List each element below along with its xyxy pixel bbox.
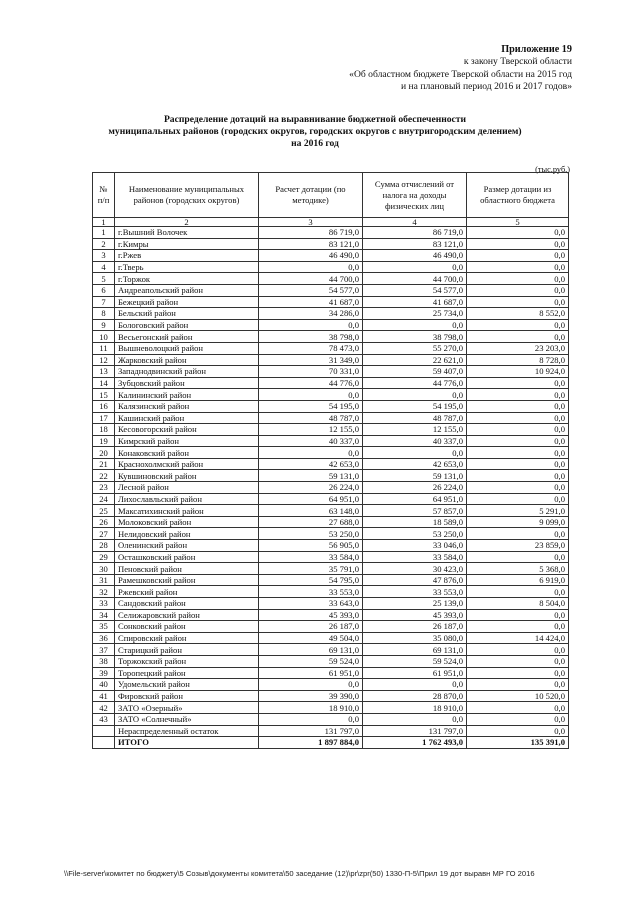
table-row <box>93 366 569 378</box>
header-size: Размер дотации из областного бюджета <box>467 173 569 218</box>
row-number: 22 <box>93 470 115 482</box>
row-calc: 35 791,0 <box>259 563 363 575</box>
row-deduct: 18 910,0 <box>363 702 467 714</box>
row-name: Спировский район <box>115 632 259 644</box>
header-calc: Расчет дотации (по методике) <box>259 173 363 218</box>
row-name: Сандовский район <box>115 598 259 610</box>
row-size: 6 919,0 <box>467 574 569 586</box>
table-row <box>93 563 569 575</box>
row-number: 42 <box>93 702 115 714</box>
row-size: 0,0 <box>467 586 569 598</box>
row-deduct: 0,0 <box>363 713 467 725</box>
row-deduct: 33 553,0 <box>363 586 467 598</box>
row-deduct: 44 776,0 <box>363 377 467 389</box>
row-deduct: 45 393,0 <box>363 609 467 621</box>
row-calc: 83 121,0 <box>259 238 363 250</box>
row-deduct: 0,0 <box>363 261 467 273</box>
table-body <box>93 227 569 737</box>
row-deduct: 0,0 <box>363 389 467 401</box>
row-size: 0,0 <box>467 702 569 714</box>
table-row <box>93 331 569 343</box>
row-number: 33 <box>93 598 115 610</box>
table-row <box>93 296 569 308</box>
row-size: 0,0 <box>467 528 569 540</box>
row-calc: 12 155,0 <box>259 424 363 436</box>
row-calc: 0,0 <box>259 389 363 401</box>
col-number: 5 <box>467 218 569 227</box>
row-name: Сонковский район <box>115 621 259 633</box>
row-deduct: 54 577,0 <box>363 284 467 296</box>
row-calc: 27 688,0 <box>259 516 363 528</box>
row-calc: 44 776,0 <box>259 377 363 389</box>
row-number: 5 <box>93 273 115 285</box>
row-deduct: 44 700,0 <box>363 273 467 285</box>
table-row <box>93 482 569 494</box>
row-name: Пеновский район <box>115 563 259 575</box>
row-calc: 44 700,0 <box>259 273 363 285</box>
row-deduct: 59 131,0 <box>363 470 467 482</box>
row-number: 6 <box>93 284 115 296</box>
row-deduct: 0,0 <box>363 679 467 691</box>
table-row <box>93 238 569 250</box>
row-number: 14 <box>93 377 115 389</box>
title-line: Распределение дотаций на выравнивание бюджетной обеспеченности <box>163 114 467 125</box>
table-row <box>93 250 569 262</box>
row-size: 23 859,0 <box>467 540 569 552</box>
row-number: 3 <box>93 250 115 262</box>
row-number: 24 <box>93 493 115 505</box>
row-calc: 86 719,0 <box>259 227 363 239</box>
row-deduct: 48 787,0 <box>363 412 467 424</box>
row-number: 9 <box>93 319 115 331</box>
row-number: 30 <box>93 563 115 575</box>
total-label: ИТОГО <box>115 737 259 749</box>
row-name: Бологовский район <box>115 319 259 331</box>
table-row <box>93 342 569 354</box>
row-calc: 54 577,0 <box>259 284 363 296</box>
row-calc: 131 797,0 <box>259 725 363 737</box>
table-row <box>93 644 569 656</box>
row-number <box>93 725 115 737</box>
row-calc: 0,0 <box>259 261 363 273</box>
appendix-header <box>349 44 572 94</box>
row-name: Фировский район <box>115 690 259 702</box>
row-deduct: 47 876,0 <box>363 574 467 586</box>
row-name: Бежецкий район <box>115 296 259 308</box>
row-calc: 69 131,0 <box>259 644 363 656</box>
table-row <box>93 273 569 285</box>
table-row <box>93 667 569 679</box>
row-calc: 18 910,0 <box>259 702 363 714</box>
row-calc: 61 951,0 <box>259 667 363 679</box>
row-deduct: 28 870,0 <box>363 690 467 702</box>
table-row <box>93 493 569 505</box>
col-number: 4 <box>363 218 467 227</box>
row-deduct: 40 337,0 <box>363 435 467 447</box>
row-calc: 78 473,0 <box>259 342 363 354</box>
row-size: 0,0 <box>467 331 569 343</box>
header-name: Наименование муниципальных районов (городских округов) <box>115 173 259 218</box>
row-name: Конаковский район <box>115 447 259 459</box>
row-name: Максатихинский район <box>115 505 259 517</box>
table-row <box>93 458 569 470</box>
row-calc: 41 687,0 <box>259 296 363 308</box>
row-number: 8 <box>93 308 115 320</box>
row-name: г.Ржев <box>115 250 259 262</box>
table-row <box>93 505 569 517</box>
row-size: 0,0 <box>467 644 569 656</box>
row-size: 0,0 <box>467 261 569 273</box>
row-size: 0,0 <box>467 389 569 401</box>
row-size: 0,0 <box>467 470 569 482</box>
total-calc: 1 897 884,0 <box>259 737 363 749</box>
row-size: 8 728,0 <box>467 354 569 366</box>
row-number: 20 <box>93 447 115 459</box>
table-row <box>93 702 569 714</box>
row-calc: 64 951,0 <box>259 493 363 505</box>
row-name: Осташковский район <box>115 551 259 563</box>
row-name: г.Торжок <box>115 273 259 285</box>
row-number: 26 <box>93 516 115 528</box>
row-deduct: 25 734,0 <box>363 308 467 320</box>
row-calc: 70 331,0 <box>259 366 363 378</box>
row-size: 23 203,0 <box>467 342 569 354</box>
row-number: 28 <box>93 540 115 552</box>
row-number: 27 <box>93 528 115 540</box>
row-number: 32 <box>93 586 115 598</box>
row-deduct: 41 687,0 <box>363 296 467 308</box>
table-row <box>93 632 569 644</box>
total-deduct: 1 762 493,0 <box>363 737 467 749</box>
row-deduct: 59 407,0 <box>363 366 467 378</box>
table-row <box>93 424 569 436</box>
table-header-row <box>93 173 569 218</box>
appendix-line: «Об областном бюджете Тверской области на 2015 год <box>349 68 572 80</box>
row-deduct: 22 621,0 <box>363 354 467 366</box>
row-number: 31 <box>93 574 115 586</box>
table-row <box>93 609 569 621</box>
row-calc: 39 390,0 <box>259 690 363 702</box>
row-calc: 40 337,0 <box>259 435 363 447</box>
row-size: 0,0 <box>467 377 569 389</box>
row-name: Калязинский район <box>115 400 259 412</box>
row-number: 1 <box>93 227 115 239</box>
row-name: Лихославльский район <box>115 493 259 505</box>
row-size: 8 504,0 <box>467 598 569 610</box>
row-number: 40 <box>93 679 115 691</box>
row-number: 19 <box>93 435 115 447</box>
row-name: Оленинский район <box>115 540 259 552</box>
row-name: Удомельский район <box>115 679 259 691</box>
row-name: Кесовогорский район <box>115 424 259 436</box>
table-row <box>93 400 569 412</box>
row-calc: 0,0 <box>259 679 363 691</box>
row-calc: 0,0 <box>259 447 363 459</box>
row-deduct: 61 951,0 <box>363 667 467 679</box>
row-name: Кимрский район <box>115 435 259 447</box>
row-calc: 26 187,0 <box>259 621 363 633</box>
row-deduct: 83 121,0 <box>363 238 467 250</box>
row-number: 7 <box>93 296 115 308</box>
row-number: 43 <box>93 713 115 725</box>
appendix-heading: Приложение 19 <box>501 44 572 55</box>
row-number: 12 <box>93 354 115 366</box>
row-size: 0,0 <box>467 493 569 505</box>
row-calc: 42 653,0 <box>259 458 363 470</box>
row-deduct: 54 195,0 <box>363 400 467 412</box>
row-size: 0,0 <box>467 609 569 621</box>
row-deduct: 33 584,0 <box>363 551 467 563</box>
row-name: Вышневолоцкий район <box>115 342 259 354</box>
row-calc: 46 490,0 <box>259 250 363 262</box>
row-name: Зубцовский район <box>115 377 259 389</box>
row-size: 14 424,0 <box>467 632 569 644</box>
row-deduct: 131 797,0 <box>363 725 467 737</box>
row-number: 38 <box>93 655 115 667</box>
row-size: 0,0 <box>467 250 569 262</box>
row-calc: 53 250,0 <box>259 528 363 540</box>
row-deduct: 0,0 <box>363 319 467 331</box>
table-row <box>93 690 569 702</box>
row-calc: 45 393,0 <box>259 609 363 621</box>
row-number: 35 <box>93 621 115 633</box>
row-size: 5 368,0 <box>467 563 569 575</box>
row-number: 17 <box>93 412 115 424</box>
header-num: № п/п <box>93 173 115 218</box>
row-size: 9 099,0 <box>467 516 569 528</box>
row-deduct: 38 798,0 <box>363 331 467 343</box>
row-name: Торопецкий район <box>115 667 259 679</box>
row-name: Торжокский район <box>115 655 259 667</box>
table-row <box>93 412 569 424</box>
row-size: 0,0 <box>467 667 569 679</box>
row-calc: 59 524,0 <box>259 655 363 667</box>
row-name: ЗАТО «Солнечный» <box>115 713 259 725</box>
table-row <box>93 470 569 482</box>
row-size: 0,0 <box>467 273 569 285</box>
row-deduct: 69 131,0 <box>363 644 467 656</box>
total-row <box>93 737 569 749</box>
row-name: Андреапольский район <box>115 284 259 296</box>
row-calc: 33 643,0 <box>259 598 363 610</box>
table-row <box>93 725 569 737</box>
row-name: Кувшиновский район <box>115 470 259 482</box>
row-size: 0,0 <box>467 458 569 470</box>
table-row <box>93 354 569 366</box>
row-size: 0,0 <box>467 713 569 725</box>
row-size: 10 520,0 <box>467 690 569 702</box>
row-name: Жарковский район <box>115 354 259 366</box>
row-calc: 54 795,0 <box>259 574 363 586</box>
table-row <box>93 389 569 401</box>
row-number: 41 <box>93 690 115 702</box>
row-name: Селижаровский район <box>115 609 259 621</box>
row-deduct: 64 951,0 <box>363 493 467 505</box>
row-number: 11 <box>93 342 115 354</box>
row-size: 0,0 <box>467 435 569 447</box>
row-size: 0,0 <box>467 400 569 412</box>
row-size: 0,0 <box>467 482 569 494</box>
row-name: Старицкий район <box>115 644 259 656</box>
total-size: 135 391,0 <box>467 737 569 749</box>
units-label: (тыс.руб.) <box>535 165 570 174</box>
appendix-line: к закону Тверской области <box>463 56 572 68</box>
row-deduct: 18 589,0 <box>363 516 467 528</box>
row-deduct: 46 490,0 <box>363 250 467 262</box>
row-deduct: 12 155,0 <box>363 424 467 436</box>
row-number: 36 <box>93 632 115 644</box>
row-name: Ржевский район <box>115 586 259 598</box>
row-name: Весьегонский район <box>115 331 259 343</box>
row-calc: 38 798,0 <box>259 331 363 343</box>
row-number: 34 <box>93 609 115 621</box>
row-calc: 31 349,0 <box>259 354 363 366</box>
row-number: 4 <box>93 261 115 273</box>
row-deduct: 59 524,0 <box>363 655 467 667</box>
row-deduct: 26 224,0 <box>363 482 467 494</box>
table-row <box>93 377 569 389</box>
row-number: 21 <box>93 458 115 470</box>
row-number: 23 <box>93 482 115 494</box>
row-number: 15 <box>93 389 115 401</box>
row-name: Бельский район <box>115 308 259 320</box>
row-calc: 0,0 <box>259 319 363 331</box>
row-name: г.Кимры <box>115 238 259 250</box>
row-size: 0,0 <box>467 679 569 691</box>
row-size: 10 924,0 <box>467 366 569 378</box>
row-number: 39 <box>93 667 115 679</box>
row-name: Западнодвинский район <box>115 366 259 378</box>
row-name: г.Вышний Волочек <box>115 227 259 239</box>
document-title <box>90 114 540 150</box>
row-size: 0,0 <box>467 227 569 239</box>
row-deduct: 25 139,0 <box>363 598 467 610</box>
title-line: на 2016 год <box>291 138 339 149</box>
row-size: 0,0 <box>467 655 569 667</box>
row-deduct: 53 250,0 <box>363 528 467 540</box>
table-row <box>93 598 569 610</box>
table-row <box>93 447 569 459</box>
row-name: Нераспределенный остаток <box>115 725 259 737</box>
row-name: ЗАТО «Озерный» <box>115 702 259 714</box>
table-row <box>93 655 569 667</box>
table-row <box>93 284 569 296</box>
row-number: 16 <box>93 400 115 412</box>
table-row <box>93 551 569 563</box>
row-deduct: 42 653,0 <box>363 458 467 470</box>
table-row <box>93 679 569 691</box>
row-number: 2 <box>93 238 115 250</box>
file-path-footer: \\File-server\комитет по бюджету\5 Созыв\документы комитета\50 заседание (12)\pr\zpr(50) 1330-П-5\Прил 19 дот выравн МР ГО 2016 <box>64 869 535 878</box>
table-row <box>93 261 569 273</box>
table-row <box>93 227 569 239</box>
row-calc: 33 584,0 <box>259 551 363 563</box>
row-name: Краснохолмский район <box>115 458 259 470</box>
row-calc: 63 148,0 <box>259 505 363 517</box>
table-row <box>93 574 569 586</box>
table-row <box>93 586 569 598</box>
row-name: Молоковский район <box>115 516 259 528</box>
row-number: 10 <box>93 331 115 343</box>
row-number: 25 <box>93 505 115 517</box>
row-number: 29 <box>93 551 115 563</box>
row-calc: 34 286,0 <box>259 308 363 320</box>
row-deduct: 86 719,0 <box>363 227 467 239</box>
row-deduct: 26 187,0 <box>363 621 467 633</box>
row-name: Нелидовский район <box>115 528 259 540</box>
appendix-line: и на плановый период 2016 и 2017 годов» <box>401 81 572 93</box>
row-size: 0,0 <box>467 551 569 563</box>
row-calc: 48 787,0 <box>259 412 363 424</box>
row-name: Лесной район <box>115 482 259 494</box>
row-calc: 59 131,0 <box>259 470 363 482</box>
row-calc: 33 553,0 <box>259 586 363 598</box>
row-calc: 0,0 <box>259 713 363 725</box>
row-size: 8 552,0 <box>467 308 569 320</box>
row-calc: 49 504,0 <box>259 632 363 644</box>
col-number: 3 <box>259 218 363 227</box>
row-size: 0,0 <box>467 447 569 459</box>
row-deduct: 33 046,0 <box>363 540 467 552</box>
row-number: 18 <box>93 424 115 436</box>
col-number: 1 <box>93 218 115 227</box>
row-size: 0,0 <box>467 621 569 633</box>
row-size: 0,0 <box>467 296 569 308</box>
table-row <box>93 540 569 552</box>
col-number: 2 <box>115 218 259 227</box>
row-size: 0,0 <box>467 284 569 296</box>
table-row <box>93 319 569 331</box>
row-size: 0,0 <box>467 725 569 737</box>
title-line: муниципальных районов (городских округов, городских округов с внутригородским делением) <box>108 126 522 137</box>
table-row <box>93 713 569 725</box>
column-numbers-row <box>93 218 569 227</box>
row-calc: 56 905,0 <box>259 540 363 552</box>
table-row <box>93 528 569 540</box>
row-calc: 26 224,0 <box>259 482 363 494</box>
row-size: 5 291,0 <box>467 505 569 517</box>
row-name: Кашинский район <box>115 412 259 424</box>
row-deduct: 57 857,0 <box>363 505 467 517</box>
table-row <box>93 308 569 320</box>
row-size: 0,0 <box>467 238 569 250</box>
row-name: г.Тверь <box>115 261 259 273</box>
row-calc: 54 195,0 <box>259 400 363 412</box>
table-row <box>93 621 569 633</box>
row-deduct: 30 423,0 <box>363 563 467 575</box>
header-deduct: Сумма отчислений от налога на доходы физических лиц <box>363 173 467 218</box>
row-size: 0,0 <box>467 412 569 424</box>
row-deduct: 35 080,0 <box>363 632 467 644</box>
subsidy-table <box>92 172 569 749</box>
row-deduct: 55 270,0 <box>363 342 467 354</box>
table-row <box>93 516 569 528</box>
row-deduct: 0,0 <box>363 447 467 459</box>
row-name: Рамешковский район <box>115 574 259 586</box>
row-number: 37 <box>93 644 115 656</box>
row-number: 13 <box>93 366 115 378</box>
row-size: 0,0 <box>467 319 569 331</box>
row-size: 0,0 <box>467 424 569 436</box>
table-row <box>93 435 569 447</box>
row-name: Калининский район <box>115 389 259 401</box>
